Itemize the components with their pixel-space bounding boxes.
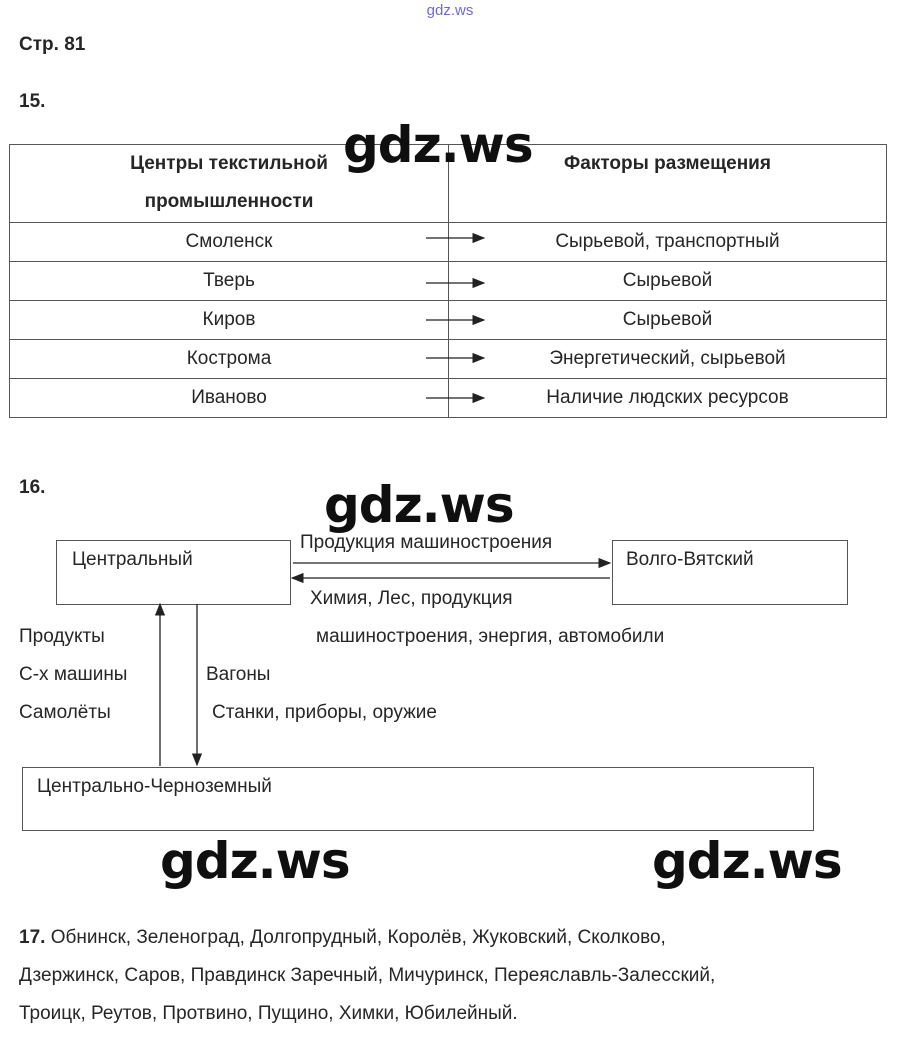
region-volga-label: Волго-Вятский: [626, 549, 754, 570]
center-cell: Иваново: [10, 379, 449, 418]
task-17-text-1: Обнинск, Зеленоград, Долгопрудный, Королёв, Жуковский, Сколково,: [50, 927, 666, 948]
factor-cell: Сырьевой: [449, 262, 887, 301]
center-cell: Тверь: [10, 262, 449, 301]
factor-cell: Наличие людских ресурсов: [449, 379, 887, 418]
flow-down-label-1: Вагоны: [206, 664, 271, 685]
task-15-number: 15.: [19, 91, 46, 112]
task-17-number: 17.: [19, 927, 46, 948]
center-cell: Кострома: [10, 340, 449, 379]
factor-cell: Энергетический, сырьевой: [449, 340, 887, 379]
task-17-line-2: Дзержинск, Саров, Правдинск Заречный, Мичуринск, Переяславль-Залесский,: [19, 965, 716, 986]
watermark: gdz.ws: [160, 832, 350, 890]
factor-cell: Сырьевой: [449, 301, 887, 340]
flow-down-label-2: Станки, приборы, оружие: [212, 702, 437, 723]
header-centers-line-2: промышленности: [144, 191, 314, 212]
watermark: gdz.ws: [324, 476, 514, 534]
task-17-line-3: Троицк, Реутов, Протвино, Пущино, Химки, Юбилейный.: [19, 1003, 518, 1024]
header-centers-line-1: Центры текстильной: [130, 153, 328, 174]
flow-from-volga-label-2: машиностроения, энергия, автомобили: [316, 626, 665, 647]
task-16-number: 16.: [19, 477, 46, 498]
region-chernozem-label: Центрально-Черноземный: [37, 776, 272, 797]
flow-to-volga-label: Продукция машиностроения: [300, 532, 553, 553]
task-17-line-1: [19, 927, 666, 949]
factor-cell: Сырьевой, транспортный: [449, 223, 887, 262]
watermark: gdz.ws: [652, 832, 842, 890]
watermark: gdz.ws: [343, 116, 533, 174]
page-reference: Стр. 81: [19, 34, 86, 55]
flow-from-volga-label-1: Химия, Лес, продукция: [310, 588, 513, 609]
region-central-label: Центральный: [72, 549, 193, 570]
flow-up-label-3: Самолёты: [19, 702, 111, 723]
center-cell: Смоленск: [10, 223, 449, 262]
flow-up-label-1: Продукты: [19, 626, 105, 647]
site-label[interactable]: gdz.ws: [426, 2, 474, 19]
center-cell: Киров: [10, 301, 449, 340]
flow-up-label-2: С-х машины: [19, 664, 128, 685]
header-factors: Факторы размещения: [449, 145, 887, 223]
